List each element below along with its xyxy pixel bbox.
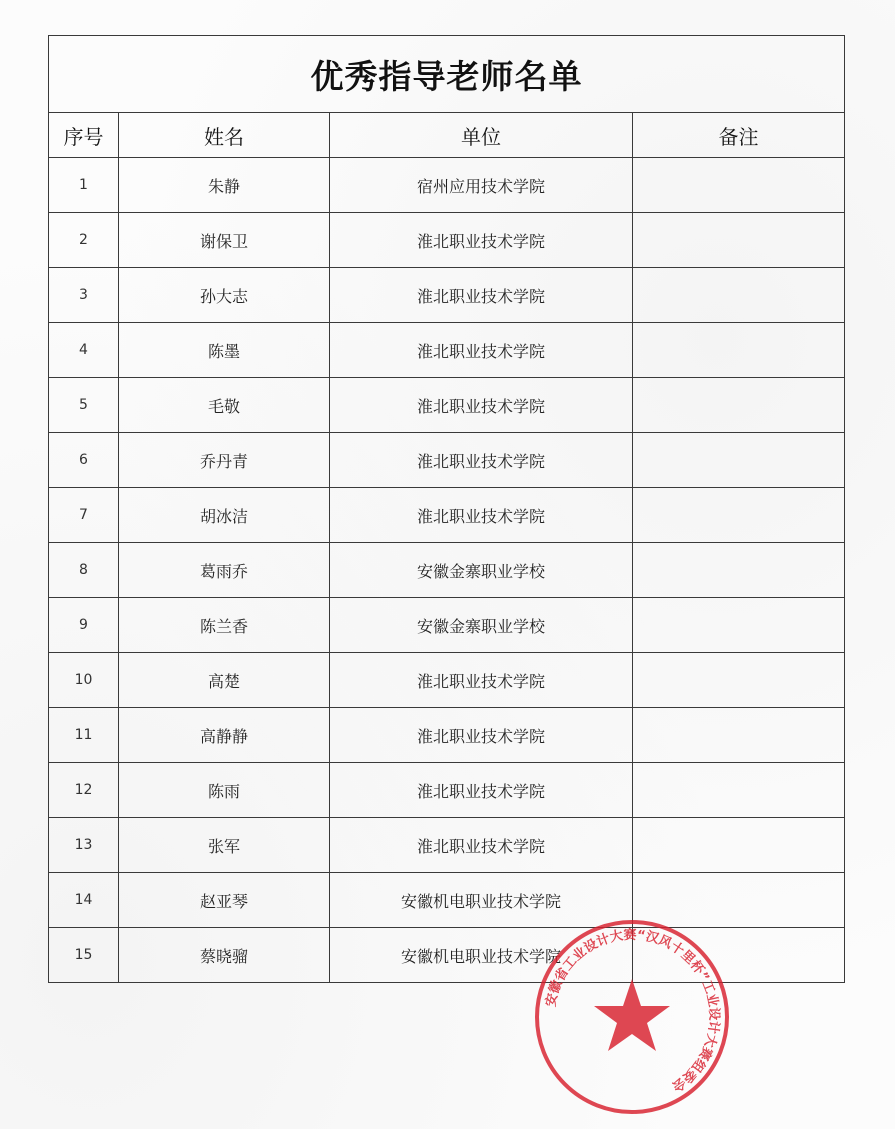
cell-note: [633, 653, 845, 708]
table-row: [49, 378, 845, 433]
column-header-index: 序号: [49, 113, 119, 158]
cell-note: [633, 928, 845, 983]
cell-unit: 淮北职业技术学院: [330, 323, 633, 378]
cell-index: 10: [49, 653, 119, 708]
cell-index: 15: [49, 928, 119, 983]
table-row: [49, 158, 845, 213]
cell-name: 陈兰香: [119, 598, 330, 653]
cell-index: 13: [49, 818, 119, 873]
table-row: [49, 488, 845, 543]
cell-name: 朱静: [119, 158, 330, 213]
header-row: [49, 113, 845, 158]
cell-index: 8: [49, 543, 119, 598]
cell-unit: 安徽金寨职业学校: [330, 543, 633, 598]
cell-unit: 淮北职业技术学院: [330, 268, 633, 323]
cell-name: 高静静: [119, 708, 330, 763]
table-row: [49, 543, 845, 598]
cell-note: [633, 433, 845, 488]
table-row: [49, 818, 845, 873]
cell-note: [633, 708, 845, 763]
cell-name: 陈墨: [119, 323, 330, 378]
cell-note: [633, 158, 845, 213]
cell-index: 6: [49, 433, 119, 488]
table-row: [49, 268, 845, 323]
cell-index: 4: [49, 323, 119, 378]
cell-unit: 安徽金寨职业学校: [330, 598, 633, 653]
cell-name: 高楚: [119, 653, 330, 708]
cell-name: 毛敬: [119, 378, 330, 433]
table-row: [49, 708, 845, 763]
cell-unit: 淮北职业技术学院: [330, 763, 633, 818]
cell-unit: 淮北职业技术学院: [330, 378, 633, 433]
page-title: 优秀指导老师名单: [49, 36, 845, 113]
cell-index: 12: [49, 763, 119, 818]
cell-name: 赵亚琴: [119, 873, 330, 928]
cell-unit: 淮北职业技术学院: [330, 433, 633, 488]
cell-unit: 安徽机电职业技术学院: [330, 873, 633, 928]
column-header-name: 姓名: [119, 113, 330, 158]
cell-unit: 淮北职业技术学院: [330, 708, 633, 763]
table-row: [49, 213, 845, 268]
title-row: [49, 36, 845, 113]
cell-unit: 淮北职业技术学院: [330, 653, 633, 708]
table-row: [49, 323, 845, 378]
cell-name: 蔡晓骝: [119, 928, 330, 983]
table-row: [49, 873, 845, 928]
cell-name: 陈雨: [119, 763, 330, 818]
cell-unit: 淮北职业技术学院: [330, 213, 633, 268]
table-row: [49, 653, 845, 708]
table-row: [49, 598, 845, 653]
cell-name: 孙大志: [119, 268, 330, 323]
cell-name: 葛雨乔: [119, 543, 330, 598]
cell-index: 9: [49, 598, 119, 653]
column-header-note: 备注: [633, 113, 845, 158]
red-star-seal-icon: [594, 979, 670, 1051]
cell-note: [633, 818, 845, 873]
cell-unit: 安徽机电职业技术学院: [330, 928, 633, 983]
teacher-list-table: [48, 35, 845, 983]
cell-name: 胡冰洁: [119, 488, 330, 543]
column-header-unit: 单位: [330, 113, 633, 158]
cell-index: 11: [49, 708, 119, 763]
table-row: [49, 433, 845, 488]
cell-index: 3: [49, 268, 119, 323]
cell-note: [633, 598, 845, 653]
table-body: [49, 158, 845, 983]
cell-index: 2: [49, 213, 119, 268]
cell-note: [633, 488, 845, 543]
cell-index: 5: [49, 378, 119, 433]
cell-note: [633, 323, 845, 378]
cell-name: 谢保卫: [119, 213, 330, 268]
cell-index: 7: [49, 488, 119, 543]
cell-name: 张军: [119, 818, 330, 873]
cell-unit: 淮北职业技术学院: [330, 818, 633, 873]
cell-note: [633, 763, 845, 818]
seal-ring-text: 安徽省工业设计大赛“汉风十里杯”工业设计大赛组委会: [543, 927, 722, 1094]
table-row: [49, 763, 845, 818]
cell-note: [633, 873, 845, 928]
cell-index: 14: [49, 873, 119, 928]
cell-index: 1: [49, 158, 119, 213]
cell-note: [633, 213, 845, 268]
table-row: [49, 928, 845, 983]
cell-note: [633, 543, 845, 598]
cell-note: [633, 268, 845, 323]
cell-name: 乔丹青: [119, 433, 330, 488]
cell-note: [633, 378, 845, 433]
cell-unit: 淮北职业技术学院: [330, 488, 633, 543]
cell-unit: 宿州应用技术学院: [330, 158, 633, 213]
